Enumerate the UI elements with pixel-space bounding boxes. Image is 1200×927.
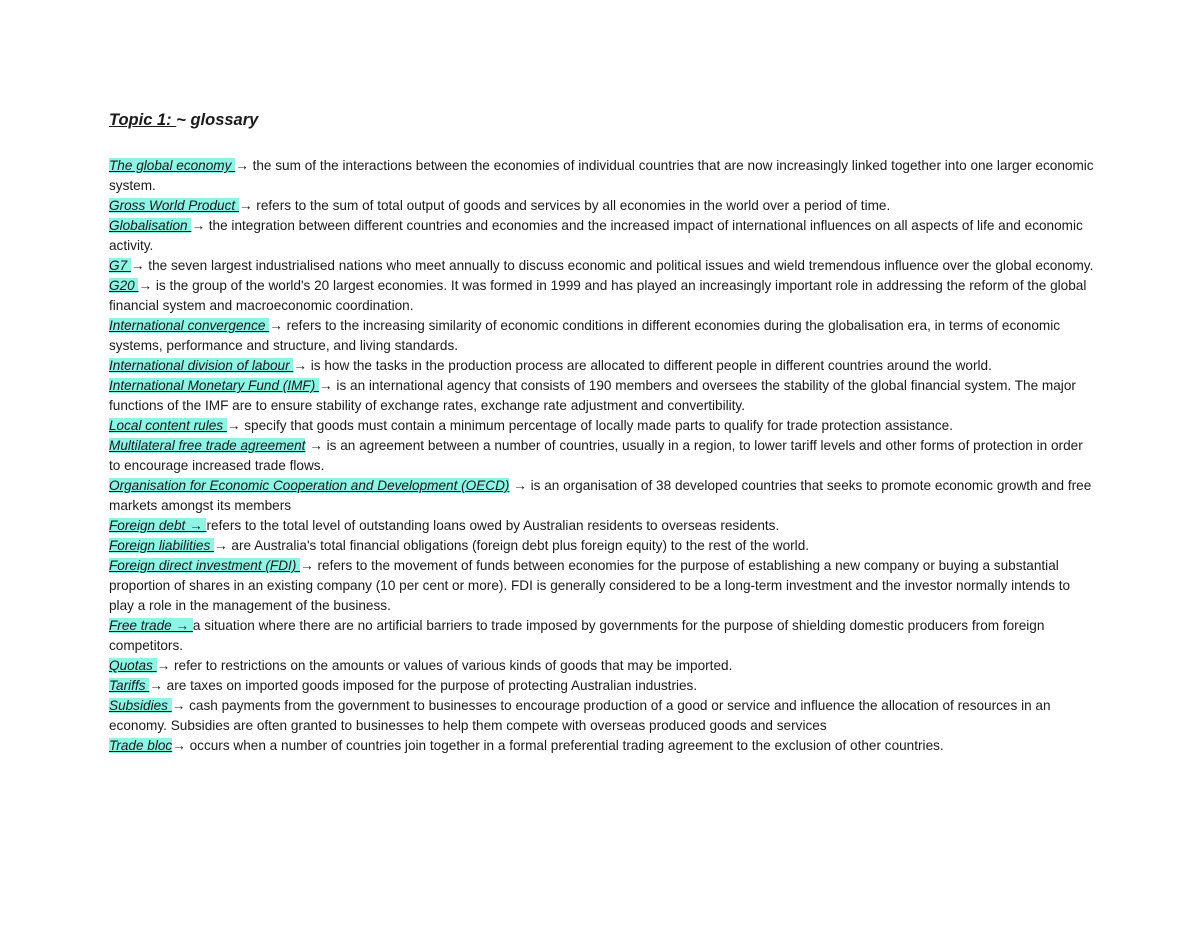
glossary-term: Foreign liabilities — [109, 538, 215, 553]
glossary-term: Globalisation — [109, 218, 192, 233]
glossary-entry — [109, 356, 1094, 376]
glossary-entry — [109, 156, 1094, 196]
glossary-definition: → the integration between different countries and economies and the increased impact of international influences on all aspects of life and economic activity. — [109, 218, 1083, 253]
glossary-term: Organisation for Economic Cooperation and Development (OECD) — [109, 478, 510, 493]
glossary-term: International division of labour — [109, 358, 294, 373]
glossary-entry — [109, 736, 1094, 756]
glossary-entry — [109, 376, 1094, 416]
glossary-entry — [109, 536, 1094, 556]
glossary-definition: → are Australia's total financial obligations (foreign debt plus foreign equity) to the rest of the world. — [214, 538, 810, 553]
glossary-definition: → are taxes on imported goods imposed for the purpose of protecting Australian industries. — [149, 678, 698, 693]
glossary-entry — [109, 556, 1094, 616]
glossary-definition: → the seven largest industrialised nations who meet annually to discuss economic and political issues and wield tremendous influence over the global economy. — [130, 258, 1094, 273]
glossary-definition: → the sum of the interactions between the economies of individual countries that are now increasingly linked together into one larger economic system. — [109, 158, 1094, 193]
glossary-definition: → cash payments from the government to businesses to encourage production of a good or service and influence the allocation of resources in an economy. Subsidies are often granted to businesses to help them compete with overseas produced goods and services — [109, 698, 1051, 733]
glossary-entry — [109, 416, 1094, 436]
glossary-definition: → refers to the increasing similarity of economic conditions in different economies during the globalisation era, in terms of economic systems, performance and structure, and living standards. — [109, 318, 1061, 353]
glossary-term: G20 — [109, 278, 139, 293]
glossary-term: Free trade → — [109, 618, 193, 633]
glossary-term: International Monetary Fund (IMF) — [109, 378, 320, 393]
glossary-definition: → is an agreement between a number of countries, usually in a region, to lower tariff levels and other forms of protection in order to encourage increased trade flows. — [109, 438, 1083, 473]
glossary-definition: → is an international agency that consists of 190 members and oversees the stability of the global financial system. The major functions of the IMF are to ensure stability of exchange rates, exchange rate adjustment and convertibility. — [109, 378, 1076, 413]
glossary-definition: refers to the total level of outstanding loans owed by Australian residents to overseas residents. — [206, 518, 780, 533]
page-title — [109, 108, 1094, 132]
glossary-definition: → occurs when a number of countries join together in a formal preferential trading agreement to the exclusion of other countries. — [172, 738, 944, 753]
glossary-entry — [109, 196, 1094, 216]
glossary-term: Trade bloc — [109, 738, 173, 753]
glossary-definition: → is how the tasks in the production process are allocated to different people in different countries around the world. — [293, 358, 992, 373]
glossary-term: Subsidies — [109, 698, 172, 713]
page-title-topic: Topic 1: — [109, 111, 177, 129]
glossary-term: The global economy — [109, 158, 236, 173]
glossary-term: Tariffs — [109, 678, 150, 693]
glossary-entry — [109, 656, 1094, 676]
page-title-rest: ~ glossary — [176, 111, 259, 129]
glossary-definition: → refers to the sum of total output of goods and services by all economies in the world over a period of time. — [238, 198, 891, 213]
glossary-term: Gross World Product — [109, 198, 239, 213]
glossary-term: International convergence — [109, 318, 270, 333]
glossary-entry — [109, 676, 1094, 696]
glossary-definition: → refers to the movement of funds between economies for the purpose of establishing a new company or buying a substantial proportion of shares in an existing company (10 per cent or more). FDI is generally considered to be a long-term investment and the investor normally intends to play a role in the management of the business. — [109, 558, 1071, 613]
glossary-definition: → is an organisation of 38 developed countries that seeks to promote economic growth and free markets amongst its members — [109, 478, 1092, 513]
glossary-term: Multilateral free trade agreement — [109, 438, 306, 453]
glossary-definition: a situation where there are no artificial barriers to trade imposed by governments for the purpose of shielding domestic producers from foreign competitors. — [109, 618, 1045, 653]
glossary-definition: → is the group of the world's 20 largest economies. It was formed in 1999 and has played an increasingly important role in addressing the reform of the global financial system and macroeconomic coordination. — [109, 278, 1087, 313]
glossary-entry — [109, 216, 1094, 256]
glossary-term: G7 — [109, 258, 131, 273]
glossary-definition: → refer to restrictions on the amounts or values of various kinds of goods that may be imported. — [156, 658, 733, 673]
document-page — [109, 108, 1094, 756]
glossary-term: Local content rules — [109, 418, 227, 433]
glossary-entry — [109, 696, 1094, 736]
glossary-entry — [109, 276, 1094, 316]
glossary-entry — [109, 476, 1094, 516]
glossary-list — [109, 156, 1094, 756]
glossary-term: Quotas — [109, 658, 157, 673]
glossary-entry — [109, 616, 1094, 656]
glossary-term: Foreign debt → — [109, 518, 207, 533]
glossary-term: Foreign direct investment (FDI) — [109, 558, 301, 573]
glossary-entry — [109, 256, 1094, 276]
glossary-entry — [109, 316, 1094, 356]
glossary-entry — [109, 516, 1094, 536]
glossary-entry — [109, 436, 1094, 476]
glossary-definition: → specify that goods must contain a minimum percentage of locally made parts to qualify for trade protection assistance. — [226, 418, 954, 433]
